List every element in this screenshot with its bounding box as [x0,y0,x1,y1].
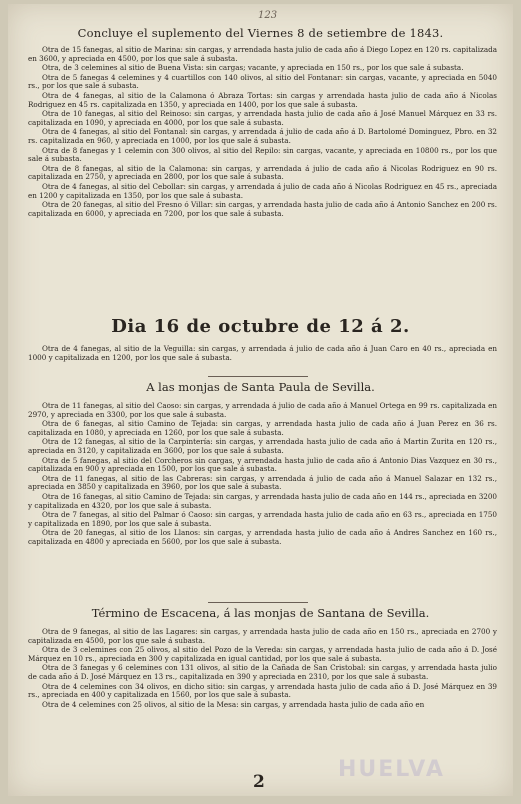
section-title-santa-paula: A las monjas de Santa Paula de Sevilla. [146,380,375,394]
paragraph: Otra de 4 fanegas, al sitio de la Calamona ó Abraza Tortas: sin cargas y arrendada hasta julio de cada año á Nicolas Rodriguez en 45 rs. capitalizada en 1350, y apreciada en 1400, por los que sale á subasta. [28,90,497,109]
watermark-logo: HUELVA [338,757,445,782]
text-block-2 [28,345,497,363]
paragraph: Otra de 3 fanegas y 6 celemines con 131 olivos, al sitio de la Cañada de San Cristobal: sin cargas, y arrendada hasta julio de cada año á D. José Márquez en 13 rs., capitalizada en 390 y apreciada en 2310, por los que sale á subasta. [28,663,497,681]
page-header: Concluye el suplemento del Viernes 8 de setiembre de 1843. [77,26,444,40]
paragraph: Otra de 16 fanegas, al sitio Camino de Tejada: sin cargas, y arrendada hasta julio de cada año en 144 rs., apreciada en 3200 y capitalizada en 4320, por los que sale á subasta. [28,491,497,510]
folio-number: 123 [258,10,278,21]
text-block-4 [28,628,497,710]
paragraph: Otra de 4 fanegas, al sitio de la Veguilla: sin cargas, y arrendada á julio de cada año á Juan Caro en 40 rs., apreciada en 1000 y capitalizada en 1200, por los que sale á subasta. [28,344,497,362]
paragraph: Otra de 20 fanegas, al sitio de los Llanos: sin cargas, y arrendada hasta julio de cada año á Andres Sanchez en 160 rs., capitalizada en 4800 y apreciada en 5600, por los que sale á subasta. [28,528,497,546]
day-title: Dia 16 de octubre de 12 á 2. [111,316,410,337]
paragraph: Otra de 6 fanegas, al sitio Camino de Tejada: sin cargas, y arrendada hasta julio de cada año á Juan Perez en 36 rs. capitalizada en 1080, y apreciada en 1260, por los que sale á subasta. [28,419,497,437]
paragraph: Otra de 5 fanegas, al sitio del Corcheros sin cargas, y arrendada hasta julio de cada año á Antonio Dias Vazquez en 30 rs., capitalizada en 900 y apreciada en 1500, por los que sale á subasta. [28,455,497,474]
text-block-3 [28,402,497,548]
document-page [8,4,513,796]
paragraph: Otra de 4 celemines con 25 olivos, al sitio de la Mesa: sin cargas, y arrendada hasta julio de cada año en [42,699,425,709]
divider [208,602,308,603]
section-title-escacena: Término de Escacena, á las monjas de Santana de Sevilla. [91,606,430,620]
paragraph: Otra de 7 fanegas, al sitio del Palmar ó Caoso: sin cargas, y arrendada hasta julio de cada año en 63 rs., apreciada en 1750 y capitalizada en 1890, por los que sale á subasta. [28,510,497,528]
paragraph: Otra de 4 celemines con 34 olivos, en dicho sitio: sin cargas, y arrendada hasta julio de cada año á D. José Márquez en 39 rs., apreciada en 400 y capitalizada en 1560, por los que sale á subasta. [28,681,497,700]
paragraph: Otra de 3 celemines con 25 olivos, al sitio del Pozo de la Vereda: sin cargas, y arrendada hasta julio de cada año á D. José Márquez en 10 rs., apreciada en 300 y capitalizada en igual cantidad, por los que sale á subasta. [28,645,497,663]
paragraph: Otra de 8 fanegas, al sitio de la Calamona: sin cargas, y arrendada á julio de cada año á Nicolas Rodriguez en 90 rs. capitalizada en 2750, y apreciada en 2800, por los que sale á subasta. [28,163,497,182]
paragraph: Otra de 4 fanegas, al sitio del Cebollar: sin cargas, y arrendada á julio de cada año á Nicolas Rodriguez en 45 rs., apreciada en 1200 y capitalizada en 1350, por los que sale á subasta. [28,181,497,200]
paragraph: Otra de 8 fanegas y 1 celemin con 300 olivos, al sitio del Repilo: sin cargas, vacante, y apreciada en 10800 rs., por los que sale á subasta. [28,145,497,164]
paragraph: Otra de 5 fanegas 4 celemines y 4 cuartillos con 140 olivos, al sitio del Fontanar: sin cargas, vacante, y apreciada en 5040 rs., por los que sale á subasta. [28,72,497,91]
page-number: 2 [253,772,265,792]
paragraph: Otra de 11 fanegas, al sitio del Caoso: sin cargas, y arrendada á julio de cada año á Manuel Ortega en 99 rs. capitalizada en 2970, y apreciada en 3300, por los que sale á subasta. [28,401,497,419]
paragraph: Otra de 9 fanegas, al sitio de las Lagares: sin cargas, y arrendada hasta julio de cada año en 150 rs., apreciada en 2700 y capitalizada en 4500, por los que sale á subasta. [28,627,497,645]
divider [208,376,308,377]
paragraph: Otra, de 3 celemines al sitio de Buena Vista: sin cargas; vacante, y apreciada en 150 rs., por los que sale á subasta. [42,63,464,73]
text-block-1 [28,46,497,219]
paragraph: Otra de 20 fanegas, al sitio del Fresno ó Villar: sin cargas, y arrendada hasta julio de cada año á Antonio Sanchez en 200 rs. capitalizada en 6000, y apreciada en 7200, por los que sale á subasta. [28,200,497,218]
paragraph: Otra de 11 fanegas, al sitio de las Cabreras: sin cargas, y arrendada á julio de cada año á Manuel Salazar en 132 rs., apreciada en 3850 y capitalizada en 3960, por los que sale á subasta. [28,473,497,492]
paragraph: Otra de 4 fanegas, al sitio del Fontanal: sin cargas, y arrendada á julio de cada año á D. Bartolomé Dominguez, Pbro. en 32 rs. capitalizada en 960, y apreciada en 1000, por los que sale á subasta. [28,127,497,145]
paragraph: Otra de 12 fanegas, al sitio de la Carpintería: sin cargas, y arrendada hasta julio de cada año á Martin Zurita en 120 rs., apreciada en 3120, y capitalizada en 3600, por los que sale á subasta. [28,437,497,455]
paragraph: Otra de 10 fanegas, al sitio del Reinoso: sin cargas, y arrendada hasta julio de cada año á José Manuel Márquez en 33 rs. capitalizada en 1090, y apreciada en 4000, por los que sale á subasta. [28,109,497,127]
paragraph: Otra de 15 fanegas, al sitio de Marina: sin cargas, y arrendada hasta julio de cada año á Diego Lopez en 120 rs. capitalizada en 3600, y apreciada en 4500, por los que sale á subasta. [28,45,497,63]
